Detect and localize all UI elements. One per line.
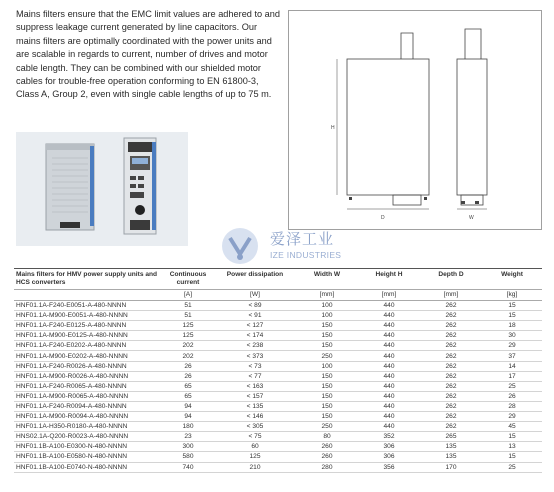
- cell-model: HNF01.1A-F240-E0051-A-480-NNNN: [14, 301, 162, 311]
- cell-depth: 262: [420, 422, 482, 432]
- cell-weight: 30: [482, 331, 542, 341]
- cell-current: 125: [162, 321, 214, 331]
- intro-paragraph: Mains filters ensure that the EMC limit values are adhered to and suppress leakage current generated by line capacitors. Our mains filters are optimally coordinated with the power units and are scalable in regards to current, number of drives and motor cable length. They can be combined with our shielded motor cables for trouble-free operation conforming to EN 61800-3, Class A, Group 2, even with single cable lengths of up to 75 m.: [16, 9, 281, 100]
- cell-power: 125: [214, 452, 296, 462]
- cell-weight: 17: [482, 371, 542, 381]
- cell-weight: 26: [482, 391, 542, 401]
- table-row: [14, 331, 542, 341]
- cell-model: HNF01.1B-A100-E0740-N-480-NNNN: [14, 462, 162, 472]
- cell-model: HNF01.1A-M900-E0202-A-480-NNNN: [14, 351, 162, 361]
- cell-weight: 25: [482, 462, 542, 472]
- cell-width: 100: [296, 301, 358, 311]
- cell-power: 60: [214, 442, 296, 452]
- cell-current: 202: [162, 341, 214, 351]
- table-row: [14, 341, 542, 351]
- table-row: [14, 442, 542, 452]
- cell-model: HNF01.1A-M900-E0051-A-480-NNNN: [14, 311, 162, 321]
- cell-height: 356: [358, 462, 420, 472]
- width-dimension-label: D: [381, 215, 385, 221]
- cell-width: 150: [296, 321, 358, 331]
- product-photo: [16, 132, 188, 246]
- cell-height: 440: [358, 412, 420, 422]
- height-dimension-label: H: [331, 125, 335, 131]
- header-height: Height H: [358, 269, 420, 290]
- table-row: [14, 412, 542, 422]
- table-row: [14, 381, 542, 391]
- unit-power: [W]: [214, 290, 296, 301]
- cell-height: 306: [358, 442, 420, 452]
- cell-current: 94: [162, 412, 214, 422]
- cell-width: 150: [296, 401, 358, 411]
- watermark-english-text: IZE INDUSTRIES: [270, 250, 342, 260]
- cell-width: 260: [296, 452, 358, 462]
- cell-width: 150: [296, 391, 358, 401]
- cell-height: 440: [358, 361, 420, 371]
- header-model: Mains filters for HMV power supply units and HCS converters: [14, 269, 162, 290]
- cell-width: 260: [296, 442, 358, 452]
- cell-model: HNF01.1A-F240-R0026-A-480-NNNN: [14, 361, 162, 371]
- table-row: [14, 452, 542, 462]
- cell-model: HNF01.1A-F240-E0125-A-480-NNNN: [14, 321, 162, 331]
- cell-model: HNS02.1A-Q200-R0023-A-480-NNNN: [14, 432, 162, 442]
- table-row: [14, 422, 542, 432]
- cell-weight: 25: [482, 381, 542, 391]
- table-units-row: [14, 290, 542, 301]
- cell-width: 150: [296, 331, 358, 341]
- cell-width: 150: [296, 381, 358, 391]
- cell-depth: 262: [420, 351, 482, 361]
- cell-height: 352: [358, 432, 420, 442]
- cell-height: 440: [358, 391, 420, 401]
- unit-weight: [kg]: [482, 290, 542, 301]
- cell-depth: 262: [420, 412, 482, 422]
- cell-weight: 14: [482, 361, 542, 371]
- cell-weight: 28: [482, 401, 542, 411]
- cell-depth: 262: [420, 341, 482, 351]
- dimension-drawing: [288, 10, 542, 230]
- cell-depth: 262: [420, 311, 482, 321]
- cell-current: 51: [162, 311, 214, 321]
- cell-depth: 170: [420, 462, 482, 472]
- drive-unit-image: [124, 138, 156, 234]
- cell-model: HNF01.1A-M900-R0094-A-480-NNNN: [14, 412, 162, 422]
- cell-width: 80: [296, 432, 358, 442]
- cell-width: 150: [296, 341, 358, 351]
- cell-depth: 262: [420, 371, 482, 381]
- cell-height: 440: [358, 351, 420, 361]
- table-row: [14, 401, 542, 411]
- cell-power: < 305: [214, 422, 296, 432]
- cell-model: HNF01.1A-F240-R0094-A-480-NNNN: [14, 401, 162, 411]
- cell-current: 26: [162, 371, 214, 381]
- cell-depth: 262: [420, 321, 482, 331]
- table-body: [14, 301, 542, 473]
- unit-current: [A]: [162, 290, 214, 301]
- cell-model: HNF01.1B-A100-E0300-N-480-NNNN: [14, 442, 162, 452]
- cell-height: 440: [358, 301, 420, 311]
- unit-height: [mm]: [358, 290, 420, 301]
- cell-current: 580: [162, 452, 214, 462]
- cell-current: 51: [162, 301, 214, 311]
- cell-power: < 75: [214, 432, 296, 442]
- cell-power: < 163: [214, 381, 296, 391]
- unit-model: [14, 290, 162, 301]
- header-depth: Depth D: [420, 269, 482, 290]
- cell-height: 440: [358, 311, 420, 321]
- header-power: Power dissipation: [214, 269, 296, 290]
- cell-model: HNF01.1B-A100-E0580-N-480-NNNN: [14, 452, 162, 462]
- unit-width: [mm]: [296, 290, 358, 301]
- cell-power: < 174: [214, 331, 296, 341]
- cell-current: 180: [162, 422, 214, 432]
- cell-current: 202: [162, 351, 214, 361]
- cell-depth: 262: [420, 381, 482, 391]
- table-row: [14, 301, 542, 311]
- table-row: [14, 391, 542, 401]
- cell-height: 440: [358, 321, 420, 331]
- table-row: [14, 351, 542, 361]
- spec-table: [14, 268, 542, 473]
- cell-width: 100: [296, 311, 358, 321]
- header-current: Continuous current: [162, 269, 214, 290]
- cell-depth: 135: [420, 452, 482, 462]
- cell-model: HNF01.1A-H350-R0180-A-480-NNNN: [14, 422, 162, 432]
- cell-weight: 15: [482, 301, 542, 311]
- cell-current: 65: [162, 381, 214, 391]
- cell-weight: 15: [482, 311, 542, 321]
- cell-power: < 73: [214, 361, 296, 371]
- cell-power: < 146: [214, 412, 296, 422]
- cell-depth: 262: [420, 391, 482, 401]
- table-row: [14, 321, 542, 331]
- watermark: [218, 224, 358, 270]
- cell-width: 100: [296, 361, 358, 371]
- unit-depth: [mm]: [420, 290, 482, 301]
- mains-filter-unit-image: [46, 144, 94, 230]
- cell-power: < 373: [214, 351, 296, 361]
- table-row: [14, 311, 542, 321]
- cell-height: 440: [358, 371, 420, 381]
- cell-power: < 89: [214, 301, 296, 311]
- cell-weight: 45: [482, 422, 542, 432]
- header-width: Width W: [296, 269, 358, 290]
- cell-height: 440: [358, 381, 420, 391]
- header-weight: Weight: [482, 269, 542, 290]
- cell-height: 440: [358, 422, 420, 432]
- cell-depth: 262: [420, 331, 482, 341]
- cell-current: 740: [162, 462, 214, 472]
- cell-power: < 157: [214, 391, 296, 401]
- cell-weight: 15: [482, 432, 542, 442]
- watermark-logo-icon: [218, 224, 262, 268]
- watermark-chinese-text: 爱泽工业: [270, 230, 335, 248]
- cell-model: HNF01.1A-M900-R0065-A-480-NNNN: [14, 391, 162, 401]
- cell-current: 26: [162, 361, 214, 371]
- cell-depth: 262: [420, 301, 482, 311]
- cell-height: 440: [358, 341, 420, 351]
- cell-power: < 91: [214, 311, 296, 321]
- cell-height: 306: [358, 452, 420, 462]
- cell-power: < 238: [214, 341, 296, 351]
- cell-power: < 127: [214, 321, 296, 331]
- table-row: [14, 432, 542, 442]
- cell-weight: 15: [482, 452, 542, 462]
- cell-current: 94: [162, 401, 214, 411]
- cell-current: 23: [162, 432, 214, 442]
- cell-width: 280: [296, 462, 358, 472]
- cell-height: 440: [358, 331, 420, 341]
- cell-weight: 37: [482, 351, 542, 361]
- cell-model: HNF01.1A-M900-R0026-A-480-NNNN: [14, 371, 162, 381]
- table-row: [14, 462, 542, 472]
- table-row: [14, 371, 542, 381]
- cell-width: 250: [296, 422, 358, 432]
- cell-depth: 262: [420, 361, 482, 371]
- cell-depth: 135: [420, 442, 482, 452]
- cell-weight: 18: [482, 321, 542, 331]
- cell-current: 65: [162, 391, 214, 401]
- cell-width: 250: [296, 351, 358, 361]
- cell-power: < 135: [214, 401, 296, 411]
- cell-current: 300: [162, 442, 214, 452]
- cell-depth: 262: [420, 401, 482, 411]
- cell-height: 440: [358, 401, 420, 411]
- table-row: [14, 361, 542, 371]
- cell-weight: 13: [482, 442, 542, 452]
- cell-weight: 29: [482, 341, 542, 351]
- cell-power: < 77: [214, 371, 296, 381]
- cell-model: HNF01.1A-M900-E0125-A-480-NNNN: [14, 331, 162, 341]
- cell-power: 210: [214, 462, 296, 472]
- cell-model: HNF01.1A-F240-R0065-A-480-NNNN: [14, 381, 162, 391]
- depth-dimension-label: W: [469, 215, 474, 221]
- cell-depth: 265: [420, 432, 482, 442]
- cell-weight: 29: [482, 412, 542, 422]
- cell-width: 150: [296, 371, 358, 381]
- cell-model: HNF01.1A-F240-E0202-A-480-NNNN: [14, 341, 162, 351]
- table-header-row: [14, 269, 542, 290]
- cell-current: 125: [162, 331, 214, 341]
- cell-width: 150: [296, 412, 358, 422]
